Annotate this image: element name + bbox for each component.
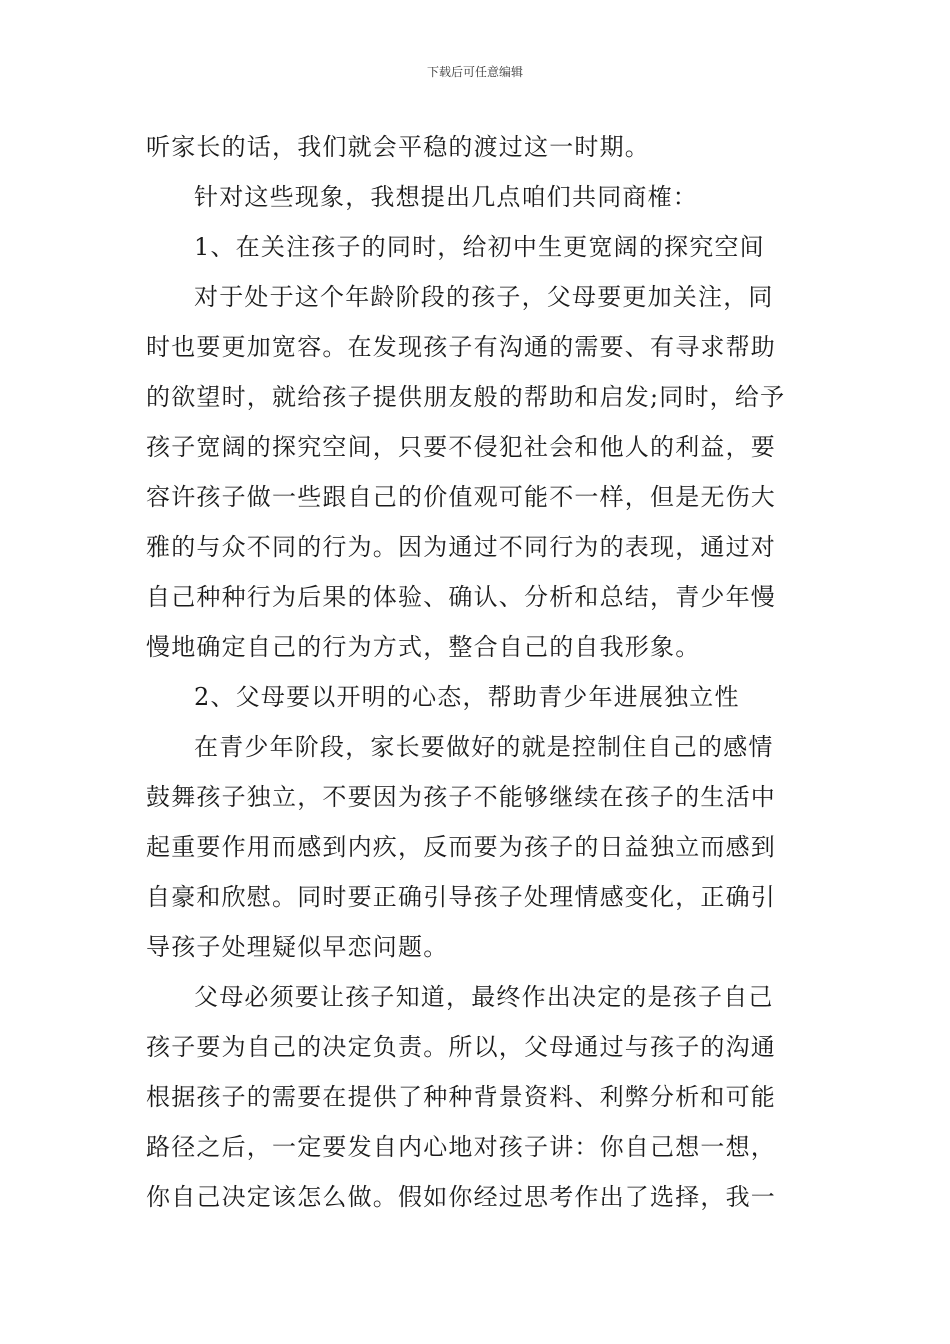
text-line: 孩子要为自己的决定负责。所以，父母通过与孩子的沟通 <box>146 1033 776 1061</box>
text-line: 雅的与众不同的行为。因为通过不同行为的表现，通过对 <box>146 533 776 561</box>
text-line: 自己种种行为后果的体验、确认、分析和总结，青少年慢 <box>146 583 776 611</box>
text-line: 你自己决定该怎么做。假如你经过思考作出了选择，我一 <box>146 1183 776 1211</box>
text-line: 孩子宽阔的探究空间，只要不侵犯社会和他人的利益，要 <box>146 433 776 461</box>
page-header: 下载后可任意编辑 <box>426 65 523 79</box>
text-line: 父母必须要让孩子知道，最终作出决定的是孩子自己 <box>194 983 774 1011</box>
text-line: 对于处于这个年龄阶段的孩子，父母要更加关注，同 <box>194 283 774 311</box>
text-line: 根据孩子的需要在提供了种种背景资料、利弊分析和可能 <box>146 1083 776 1111</box>
text-line: 路径之后，一定要发自内心地对孩子讲：你自己想一想， <box>146 1133 776 1161</box>
text-line: 慢地确定自己的行为方式，整合自己的自我形象。 <box>146 633 701 661</box>
text-line: 容许孩子做一些跟自己的价值观可能不一样，但是无伤大 <box>146 483 776 511</box>
text-line: 针对这些现象，我想提出几点咱们共同商榷： <box>194 183 698 211</box>
text-line: 导孩子处理疑似早恋问题。 <box>146 933 449 961</box>
section-heading-2: 2、父母要以开明的心态，帮助青少年进展独立性 <box>194 683 740 711</box>
text-line: 自豪和欣慰。同时要正确引导孩子处理情感变化，正确引 <box>146 883 776 911</box>
document-body <box>146 122 810 1222</box>
text-line: 时也要更加宽容。在发现孩子有沟通的需要、有寻求帮助 <box>146 333 776 361</box>
text-line: 鼓舞孩子独立，不要因为孩子不能够继续在孩子的生活中 <box>146 783 776 811</box>
section-heading-1: 1、在关注孩子的同时，给初中生更宽阔的探究空间 <box>194 233 765 261</box>
text-line: 的欲望时，就给孩子提供朋友般的帮助和启发;同时，给予 <box>146 383 786 411</box>
text-line: 在青少年阶段，家长要做好的就是控制住自己的感情 <box>194 733 774 761</box>
text-line: 听家长的话，我们就会平稳的渡过这一时期。 <box>146 133 650 161</box>
text-line: 起重要作用而感到内疚，反而要为孩子的日益独立而感到 <box>146 833 776 861</box>
